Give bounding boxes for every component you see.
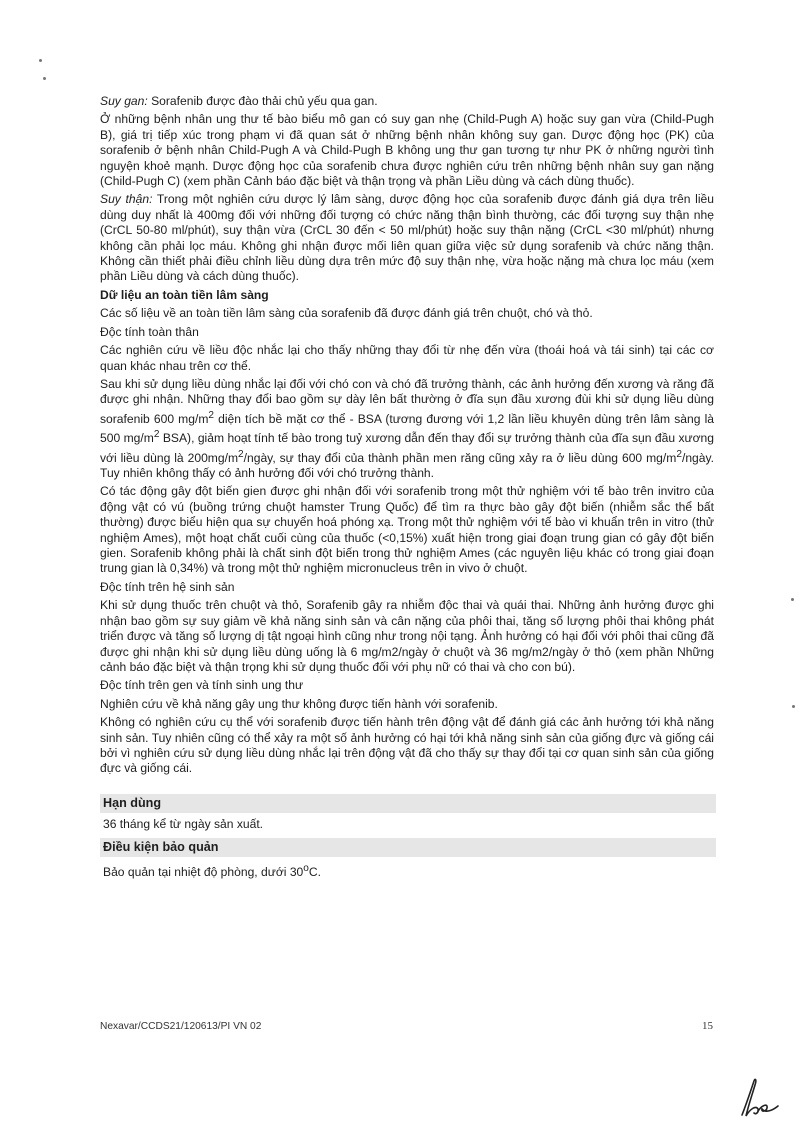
preclinical-intro: Các số liệu về an toàn tiền lâm sàng của sorafenib đã được đánh giá trên chuột, chó và thỏ.	[100, 306, 593, 321]
hepatic-paragraph: Suy gan: Sorafenib được đào thải chủ yếu qua gan.	[100, 94, 378, 108]
hepatic-label: Suy gan:	[100, 94, 148, 108]
systemic-toxicity-heading: Độc tính toàn thân	[100, 324, 199, 339]
scan-speck	[791, 598, 794, 601]
systemic-toxicity-text: Các nghiên cứu về liều độc nhắc lại cho thấy những thay đổi từ nhẹ đến vừa (thoái hoá và tái sinh) tại các cơ quan khác nhau trên cơ thể.	[100, 343, 714, 373]
scan-speck	[39, 59, 42, 62]
shelf-life-heading: Hạn dùng	[100, 794, 716, 813]
document-body	[100, 94, 714, 885]
genotoxicity-heading: Độc tính trên gen và tính sinh ung thư	[100, 678, 304, 693]
carcinogenicity-text: Nghiên cứu về khả năng gây ung thư không được tiến hành với sorafenib.	[100, 696, 498, 711]
preclinical-heading: Dữ liệu an toàn tiền lâm sàng	[100, 287, 269, 302]
bone-teeth-paragraph: Sau khi sử dụng liều dùng nhắc lại đối với chó con và chó đã trưởng thành, các ảnh hưởng đến xương và răng đã được ghi nhận. Những thay đổi bao gồm sự dày lên bất thường ở đĩa sụn đầu xương đùi khi sử dụng liều dùng sorafenib 600 $mg/m^2$ diện tích bề mặt cơ thể - BSA (tương đương với 1,2 lần liều khuyên dùng trên lâm sàng là 500 $mg/m^2$ BSA), giảm hoạt tính tế bào trong tuỷ xương dẫn đến thay đổi sự trưởng thành của đĩa sụn đầu xương với liều dùng là $200mg/m^2$/ngày, sự thay đổi của thành phần men răng cũng xảy ra ở liều dùng 600 $mg/m^2$/ngày. Tuy nhiên không thấy có ảnh hưởng đối với chó trưởng thành.	[100, 376, 714, 481]
reproductive-toxicity-text: Khi sử dụng thuốc trên chuột và thỏ, Sorafenib gây ra nhiễm độc thai và quái thai. Những ảnh hưởng được ghi nhận bao gồm sự suy giảm về khả năng sinh sản và cân nặng của phôi thai, tăng số lượng phôi thai không phát triển được và tăng số lượng dị tật ngoại hình cũng như trong nội tạng. Ảnh hưởng có hại đối với phôi thai cũng đã được ghi nhận khi sử dụng liều dùng uống là 6 mg/m2/ngày ở chuột và 36 mg/m2/ngày ở thỏ (xem phần Những cảnh báo đặc biệt và thận trọng khi sử dụng thuốc đối với phụ nữ có thai và cho con bú).	[100, 598, 714, 674]
renal-paragraph: Suy thận: Trong một nghiên cứu dược lý lâm sàng, dược động học của sorafenib được đánh giá dựa trên liều dùng duy nhất là 400mg đối với những đối tượng có chức năng thận bình thường, các đối tượng suy thận nhẹ (CrCL 50-80 ml/phút), suy thận vừa (CrCL 30 đến < 50 ml/phút) hoặc suy thận nặng (CrCL <30 ml/phút) nhưng không cần phải lọc máu. Không ghi nhận được mối liên quan giữa việc sử dụng sorafenib và chức năng thận. Không cần thiết phải điều chỉnh liều dùng dựa trên mức độ suy thận nhẹ, vừa hoặc nặng mà chưa lọc máu (xem phần Liều dùng và cách dùng thuốc).	[100, 192, 714, 284]
document-code: Nexavar/CCDS21/120613/PI VN 02	[100, 1021, 262, 1032]
renal-label: Suy thận:	[100, 192, 153, 207]
scan-speck	[792, 705, 795, 708]
shelf-life-text: 36 tháng kể từ ngày sản xuất.	[103, 817, 264, 832]
hepatic-detail: Ở những bệnh nhân ung thư tế bào biểu mô gan có suy gan nhẹ (Child-Pugh A) hoặc suy gan vừa (Child-Pugh B), giá trị tiếp xúc trong phạm vi đã quan sát ở những bệnh nhân không suy gan. Dược động học (PK) của sorafenib ở bệnh nhân Child-Pugh A và Child-Pugh B không ung thư gan tương tự như PK ở những người tình nguyện khoẻ mạnh. Dược động học của sorafenib chưa được nghiên cứu trên những bệnh nhân suy gan nặng (Child-Pugh C) (xem phần Cảnh báo đặc biệt và thận trọng và phần Liều dùng và cách dùng thuốc).	[100, 112, 714, 189]
mutagenicity-paragraph: Có tác động gây đột biến gien được ghi nhận đối với sorafenib trong một thử nghiệm với tế bào trên invitro của động vật có vú (buồng trứng chuột hamster Trung Quốc) để tìm ra thực bào gây đột biến (nhiễm sắc thể bất thường) được biểu hiện qua sự chuyển hoá phóng xạ. Trong một thử nghiệm với tế bào vi khuẩn trên in vitro (thử nghiệm Ames), một hoạt chất cuối cùng của thuốc (<0,15%) xuất hiện trong giai đoạn trung gian có gây đột biến gien. Sorafenib không phải là chất sinh đột biến trong thử nghiệm Ames (các nguyên liệu khác có trong giai đoạn trung gian là 0,34%) và trong một thử nghiệm micronucleus trên in vivo ở chuột.	[100, 484, 714, 576]
fertility-text: Không có nghiên cứu cụ thể với sorafenib được tiến hành trên động vật để đánh giá các ảnh hưởng tới khả năng sinh sản. Tuy nhiên cũng có thể xảy ra một số ảnh hưởng có hại tới khả năng sinh sản của giống đực và giống cái bởi vì nghiên cứu sử dụng liều dùng nhắc lại trên động vật đã cho thấy sự thay đổi tại cơ quan sinh sản của giống đực và giống cái.	[100, 715, 714, 776]
storage-text: Bảo quản tại nhiệt độ phòng, dưới 30$^o$C.	[103, 862, 321, 879]
reproductive-toxicity-heading: Độc tính trên hệ sinh sản	[100, 579, 235, 594]
storage-heading: Điều kiện bảo quản	[100, 838, 716, 857]
scan-speck	[43, 77, 46, 80]
handwritten-signature-icon	[734, 1075, 784, 1120]
page-number: 15	[702, 1020, 713, 1032]
